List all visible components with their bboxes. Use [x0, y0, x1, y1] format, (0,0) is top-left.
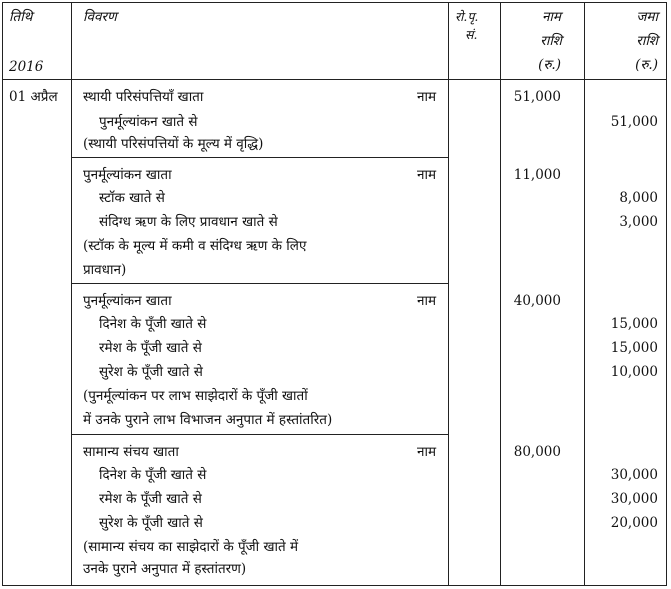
- narration: (स्टॉक के मूल्य में कमी व संदिग्ध ऋण के लिए: [83, 238, 307, 254]
- date-header: तिथि: [9, 9, 33, 25]
- credit-amount: 51,000: [610, 114, 658, 130]
- debit-header-2: राशि: [540, 33, 562, 49]
- debit-account: पुनर्मूल्यांकन खाता: [83, 293, 172, 309]
- column-divider: [584, 3, 585, 585]
- dr-marker: नाम: [417, 293, 437, 309]
- column-divider: [71, 3, 72, 585]
- credit-account: दिनेश के पूँजी खाते से: [99, 467, 207, 483]
- particulars-header: विवरण: [83, 9, 117, 25]
- credit-amount: 15,000: [610, 340, 658, 356]
- year-header: 2016: [9, 59, 44, 75]
- credit-amount: 30,000: [610, 467, 658, 483]
- entry-divider: [71, 157, 448, 158]
- narration: (पुनर्मूल्यांकन पर लाभ साझेदारों के पूँजी खातों: [83, 388, 308, 404]
- credit-header: जमा: [636, 9, 658, 25]
- credit-amount: 30,000: [610, 491, 658, 507]
- credit-account: सुरेश के पूँजी खाते से: [99, 515, 203, 531]
- credit-account: सुरेश के पूँजी खाते से: [99, 364, 203, 380]
- dr-marker: नाम: [417, 167, 437, 183]
- column-divider: [500, 3, 501, 585]
- credit-account: रमेश के पूँजी खाते से: [99, 491, 202, 507]
- debit-account: सामान्य संचय खाता: [83, 444, 179, 460]
- narration: में उनके पुराने लाभ विभाजन अनुपात में हस्तांतरित): [83, 412, 333, 428]
- credit-amount: 15,000: [610, 316, 658, 332]
- credit-account: रमेश के पूँजी खाते से: [99, 340, 202, 356]
- debit-amount: 80,000: [513, 444, 561, 460]
- entry-divider: [71, 434, 448, 435]
- credit-header-2: राशि: [636, 33, 658, 49]
- credit-amount: 8,000: [619, 190, 658, 206]
- narration: प्रावधान): [83, 262, 127, 278]
- credit-amount: 10,000: [610, 364, 658, 380]
- lf-header: रो.पृ.: [455, 9, 479, 24]
- debit-amount: 40,000: [513, 293, 561, 309]
- debit-amount: 11,000: [513, 167, 561, 183]
- header-divider: [3, 79, 666, 80]
- entry-date: 01 अप्रैल: [9, 89, 58, 105]
- dr-marker: नाम: [417, 89, 437, 105]
- narration: उनके पुराने अनुपात में हस्तांतरण): [83, 561, 247, 577]
- credit-account: पुनर्मूल्यांकन खाते से: [99, 114, 198, 130]
- narration: (सामान्य संचय का साझेदारों के पूँजी खाते में: [83, 539, 299, 555]
- journal-table: [2, 2, 667, 586]
- debit-unit: (रु.): [538, 57, 561, 73]
- lf-header-2: सं.: [465, 27, 478, 42]
- credit-amount: 3,000: [619, 214, 658, 230]
- debit-header: नाम: [541, 9, 561, 25]
- credit-unit: (रु.): [635, 57, 658, 73]
- debit-account: पुनर्मूल्यांकन खाता: [83, 167, 172, 183]
- credit-amount: 20,000: [610, 515, 658, 531]
- debit-amount: 51,000: [513, 89, 561, 105]
- dr-marker: नाम: [417, 444, 437, 460]
- credit-account: स्टॉक खाते से: [99, 190, 165, 206]
- credit-account: संदिग्ध ऋण के लिए प्रावधान खाते से: [99, 214, 278, 230]
- credit-account: दिनेश के पूँजी खाते से: [99, 316, 207, 332]
- debit-account: स्थायी परिसंपत्तियाँ खाता: [83, 89, 204, 105]
- column-divider: [448, 3, 449, 585]
- entry-divider: [71, 283, 448, 284]
- narration: (स्थायी परिसंपत्तियों के मूल्य में वृद्धि): [83, 136, 264, 152]
